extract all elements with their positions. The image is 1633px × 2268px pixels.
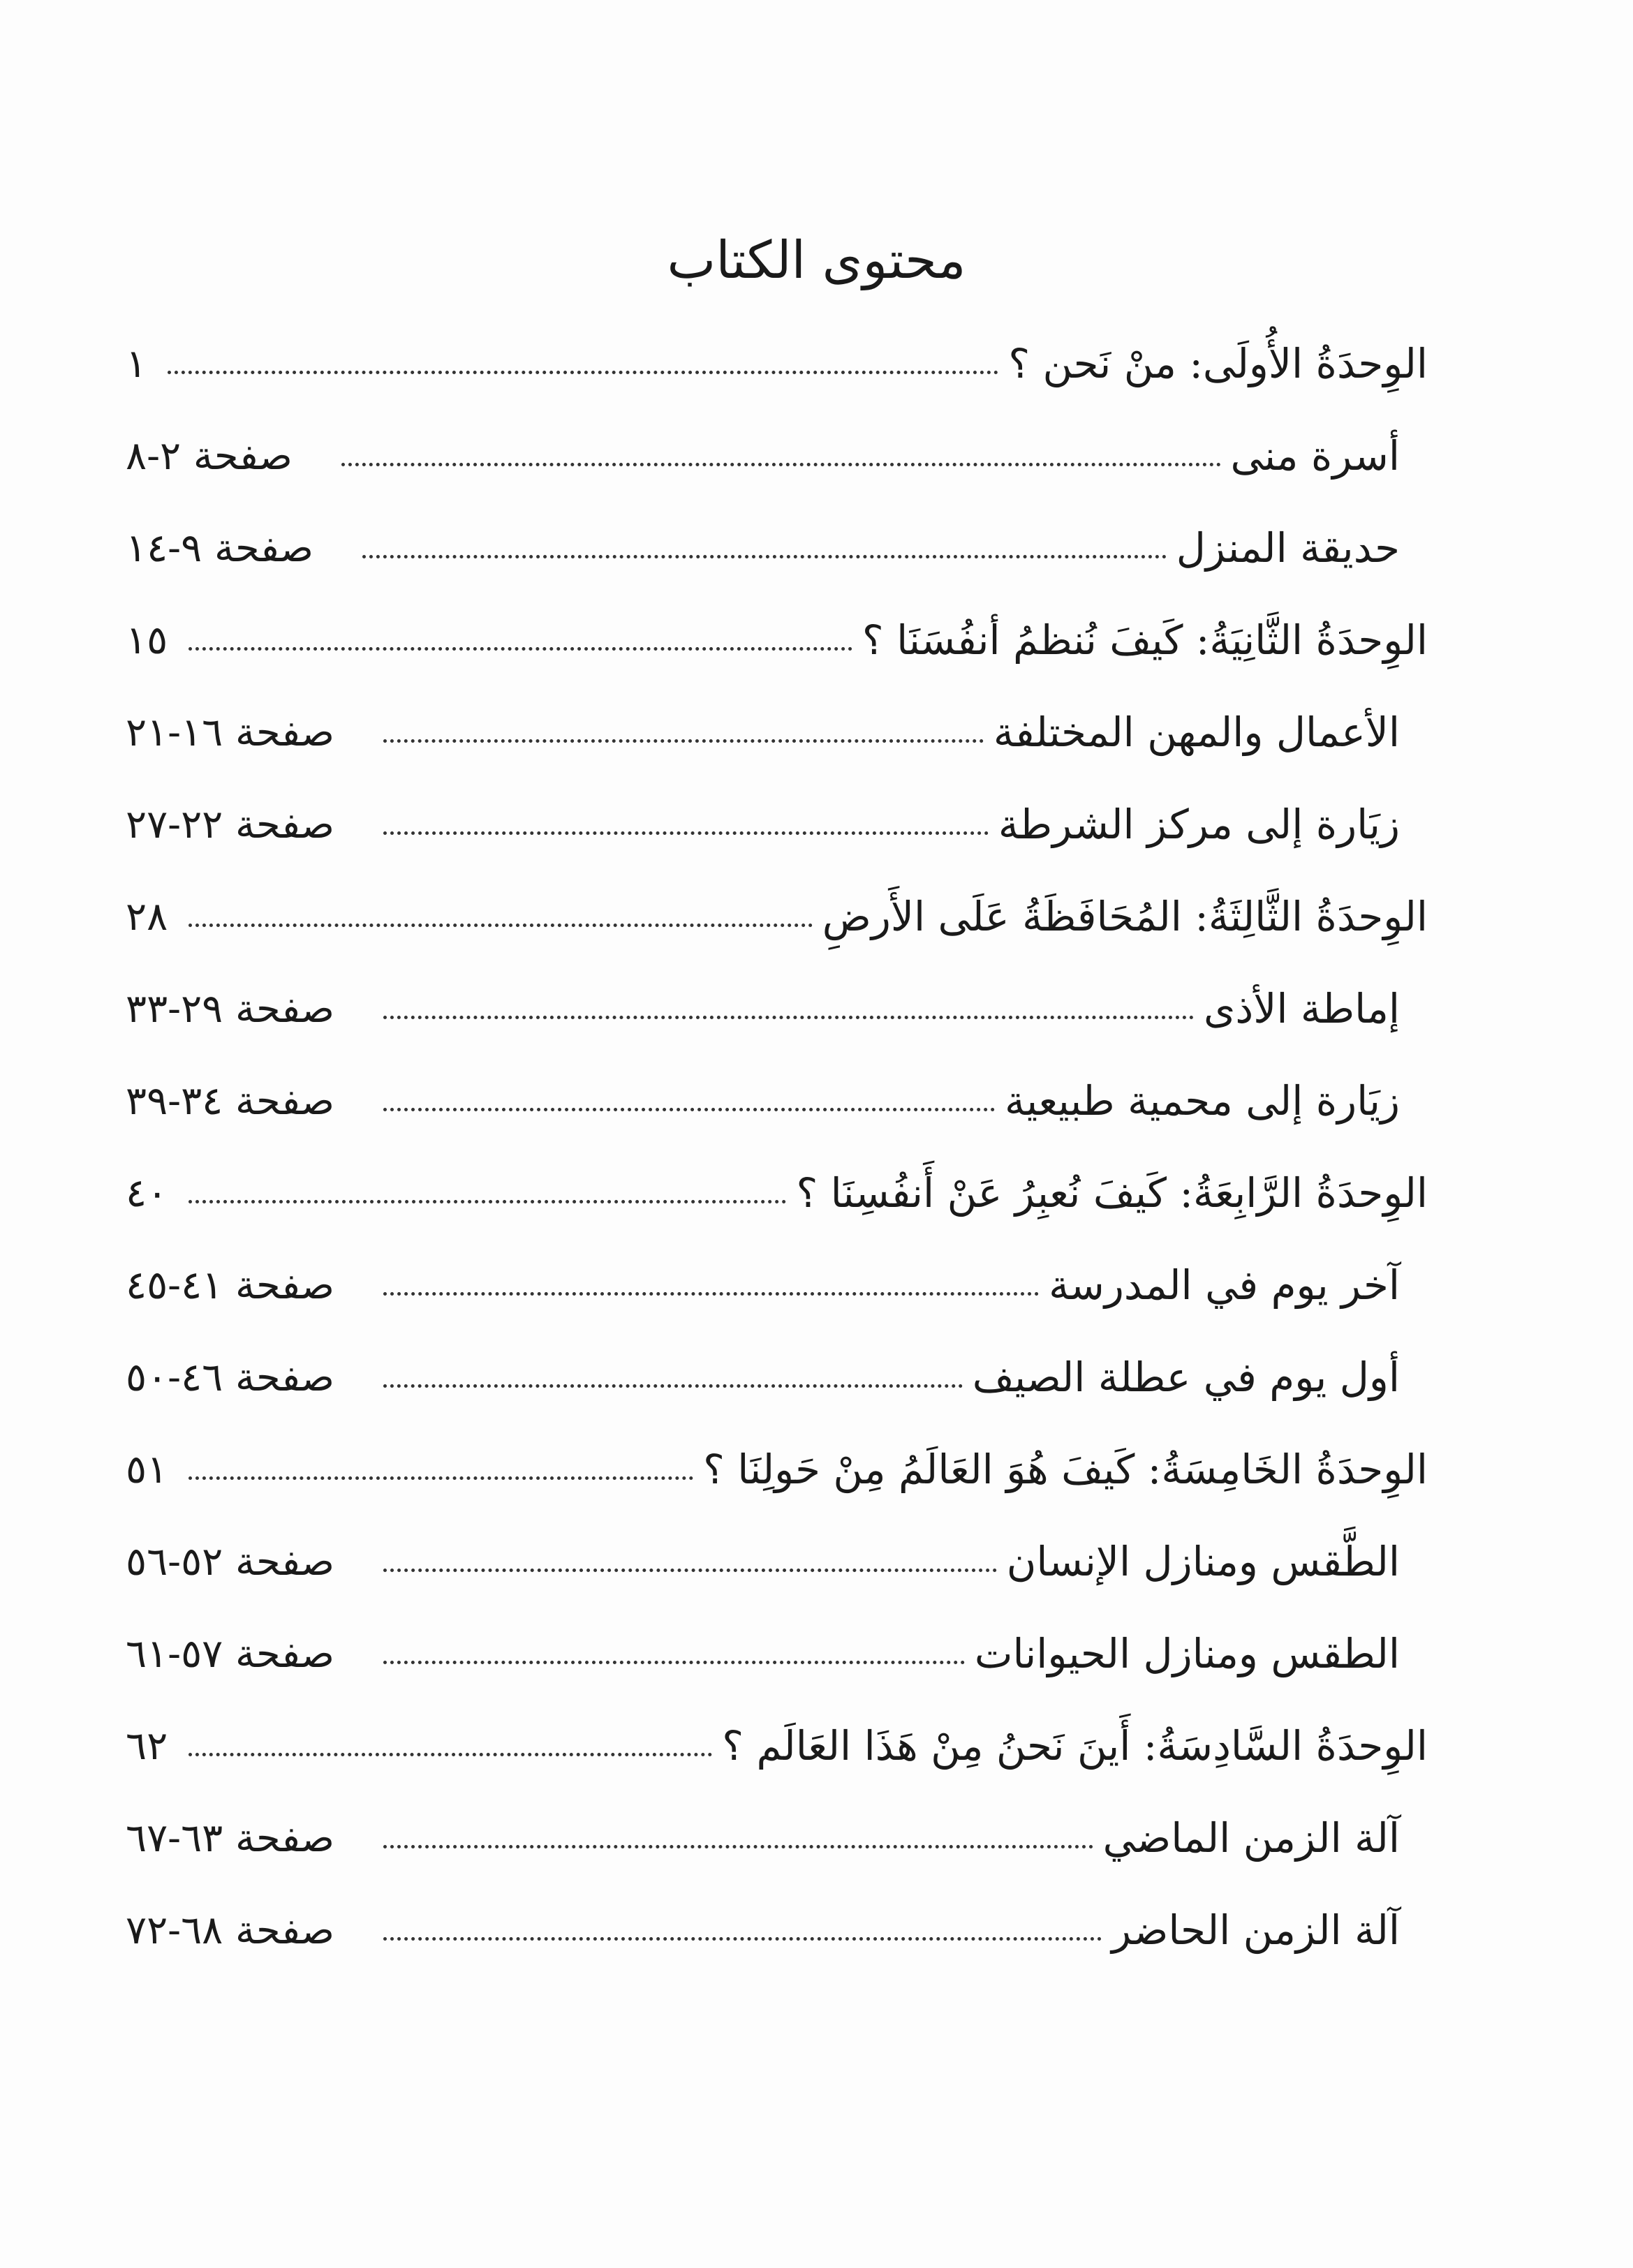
toc-page-number: ٥١ (126, 1446, 168, 1492)
toc-entry-title: زيَارة إلى محمية طبيعية (1004, 1077, 1400, 1125)
toc-row (126, 1055, 1428, 1147)
toc-row (126, 502, 1428, 594)
toc-row (126, 963, 1428, 1055)
toc-entry-title: زيَارة إلى مركز الشرطة (998, 801, 1400, 848)
dot-leader (189, 1753, 712, 1756)
toc-row (126, 1147, 1428, 1239)
page-title: محتوى الكتاب (667, 230, 966, 290)
dot-leader (189, 1476, 693, 1480)
toc-page-number: صفحة ٦٨-٧٢ (126, 1907, 335, 1953)
toc-entry-title: الأعمال والمهن المختلفة (993, 709, 1400, 756)
toc-entry-title: الطقس ومنازل الحيوانات (974, 1630, 1400, 1677)
dot-leader (189, 924, 813, 927)
toc-entry-title: إماطة الأذى (1204, 985, 1400, 1032)
toc-row (126, 870, 1428, 963)
toc-entry-title: أول يوم في عطلة الصيف (972, 1354, 1400, 1401)
dot-leader (383, 831, 989, 835)
toc-entry-title: الوِحدَةُ الثَّانِيَةُ: كَيفَ نُنظمُ أنفُسَنَا ؟ (862, 616, 1428, 664)
toc-row (126, 1792, 1428, 1884)
dot-leader (383, 1569, 997, 1572)
toc-page-number: صفحة ٦٣-٦٧ (126, 1815, 335, 1861)
toc-row (126, 1700, 1428, 1792)
toc-entry-title: حديقة المنزل (1176, 524, 1400, 572)
toc-page-number: صفحة ٣٤-٣٩ (126, 1078, 335, 1124)
toc-entry-title: الوِحدَةُ الثَّالِثَةُ: المُحَافَظَةُ عَلَى الأَرضِ (822, 893, 1428, 940)
toc-entry-title: الوِحدَةُ الأُولَى: منْ نَحن ؟ (1008, 340, 1428, 387)
dot-leader (168, 371, 998, 374)
toc-page-number: صفحة ٥٧-٦١ (126, 1631, 335, 1677)
toc-page-number: صفحة ٢-٨ (126, 433, 293, 479)
toc-page-number: صفحة ٤١-٤٥ (126, 1262, 335, 1308)
toc-entry-title: أسرة منى (1230, 432, 1400, 480)
dot-leader (383, 1108, 995, 1111)
toc-entry-title: آخر يوم في المدرسة (1049, 1261, 1400, 1309)
toc-row (126, 778, 1428, 870)
dot-leader (189, 647, 852, 651)
dot-leader (383, 1937, 1102, 1941)
toc-row (126, 594, 1428, 686)
toc-row (126, 1423, 1428, 1515)
dot-leader (189, 1200, 786, 1203)
toc-entry-title: الطَّقس ومنازل الإنسان (1006, 1538, 1400, 1585)
toc-row (126, 318, 1428, 410)
toc-entry-title: الوِحدَةُ السَّادِسَةُ: أَينَ نَحنُ مِنْ هَذَا العَالَم ؟ (722, 1722, 1428, 1770)
toc-page-number: صفحة ٤٦-٥٠ (126, 1354, 335, 1400)
dot-leader (383, 1661, 965, 1664)
toc-page-number: ٤٠ (126, 1170, 168, 1216)
toc-row (126, 1239, 1428, 1331)
toc-page-number: صفحة ٥٢-٥٦ (126, 1539, 335, 1585)
table-of-contents (126, 318, 1428, 1976)
dot-leader (341, 463, 1221, 466)
dot-leader (383, 1292, 1039, 1296)
toc-row (126, 1515, 1428, 1608)
toc-row (126, 1608, 1428, 1700)
toc-page-number: ١ (126, 341, 147, 387)
toc-page-number: صفحة ١٦-٢١ (126, 709, 335, 755)
toc-row (126, 1331, 1428, 1423)
toc-page-number: صفحة ٢٩-٣٣ (126, 986, 335, 1032)
toc-page-number: صفحة ٩-١٤ (126, 525, 314, 571)
toc-page-number: ٢٨ (126, 894, 168, 940)
toc-page-number: صفحة ٢٢-٢٧ (126, 801, 335, 847)
dot-leader (383, 1384, 963, 1388)
toc-entry-title: الوِحدَةُ الرَّابِعَةُ: كَيفَ نُعبِرُ عَنْ أَنفُسِنَا ؟ (796, 1169, 1428, 1217)
toc-entry-title: آلة الزمن الماضي (1102, 1814, 1400, 1862)
dot-leader (383, 739, 984, 743)
toc-row (126, 1884, 1428, 1976)
toc-entry-title: الوِحدَةُ الخَامِسَةُ: كَيفَ هُوَ العَالَمُ مِنْ حَولِنَا ؟ (703, 1446, 1428, 1493)
dot-leader (362, 555, 1167, 558)
dot-leader (383, 1845, 1093, 1848)
toc-page-number: ٦٢ (126, 1723, 168, 1769)
toc-row (126, 686, 1428, 778)
toc-row (126, 410, 1428, 502)
toc-entry-title: آلة الزمن الحاضر (1111, 1906, 1400, 1954)
toc-page-number: ١٥ (126, 617, 168, 663)
dot-leader (383, 1016, 1194, 1019)
